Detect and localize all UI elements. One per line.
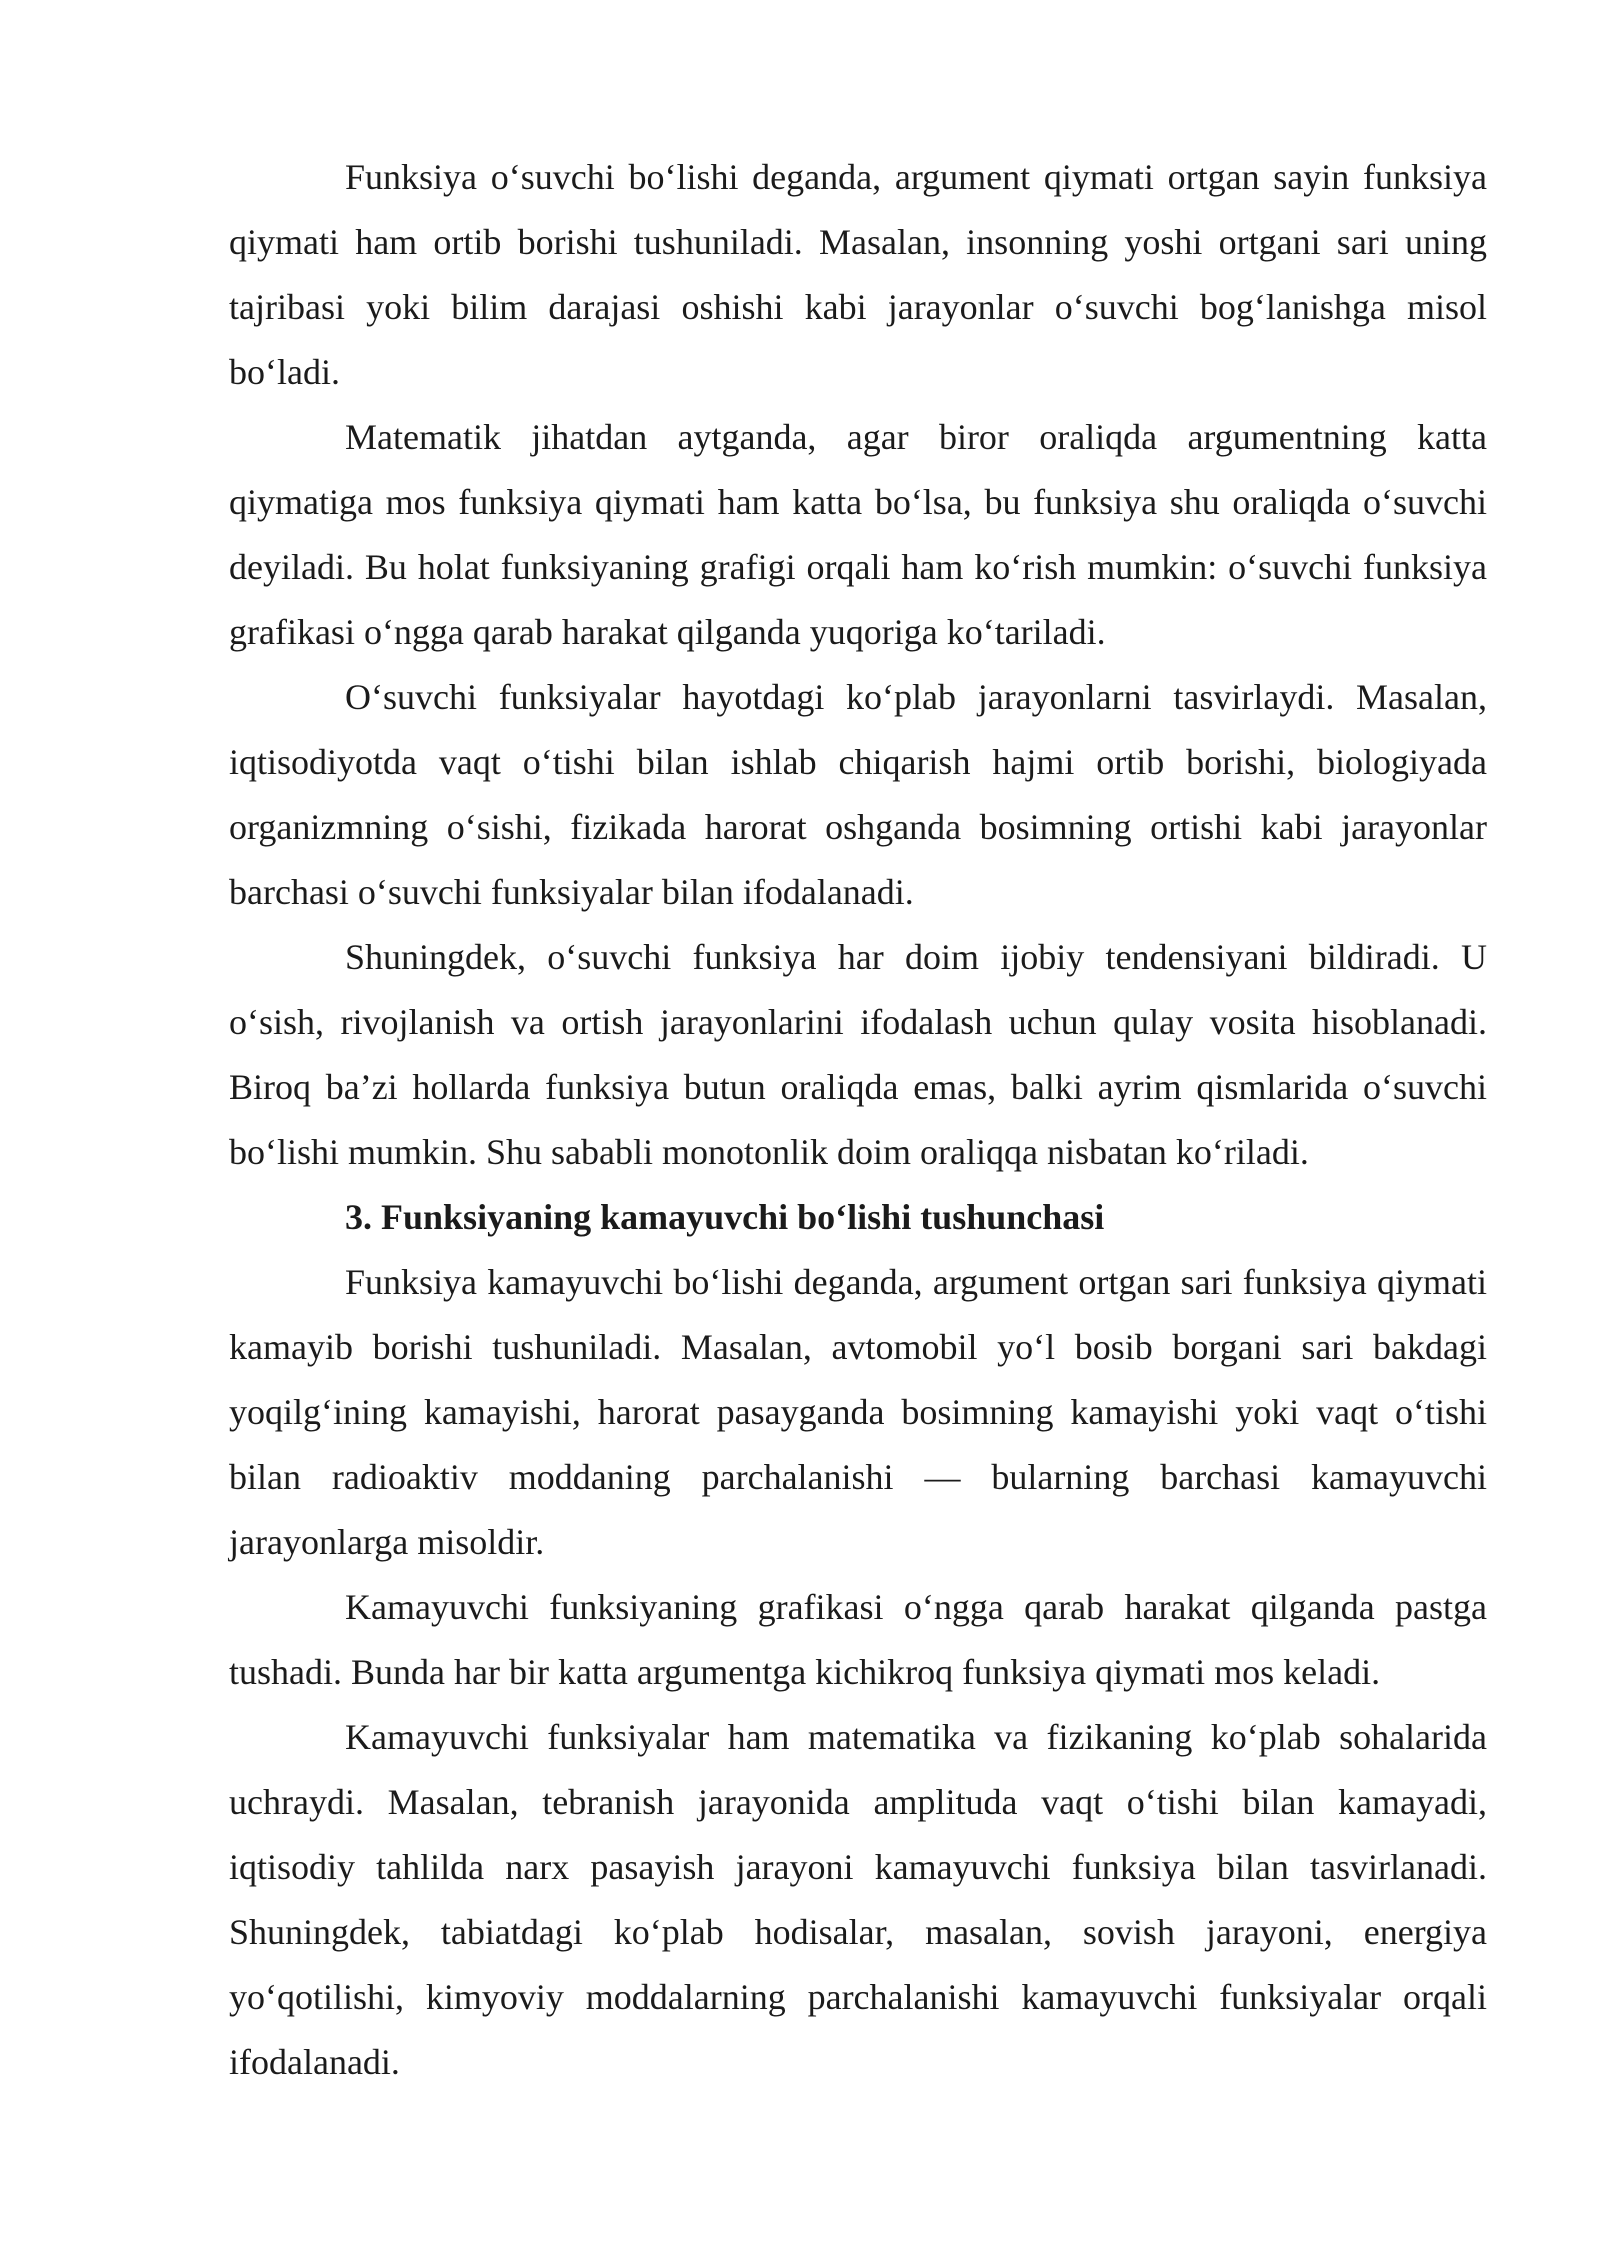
paragraph: Shuningdek, o‘suvchi funksiya har doim ijobiy tendensiyani bildiradi. U o‘sish, rivojlanish va ortish jarayonlarini ifodalash uchun qulay vosita hisoblanadi. Biroq ba’zi hollarda funksiya butun oraliqda emas, balki ayrim qismlarida o‘suvchi bo‘lishi mumkin. Shu sababli monotonlik doim oraliqqa nisbatan ko‘riladi. — [229, 937, 1487, 1172]
section-heading: 3. Funksiyaning kamayuvchi bo‘lishi tushunchasi — [345, 1197, 1105, 1237]
paragraph: Kamayuvchi funksiyalar ham matematika va fizikaning ko‘plab sohalarida uchraydi. Masalan, tebranish jarayonida amplituda vaqt o‘tishi bilan kamayadi, iqtisodiy tahlilda narx pasayish jarayoni kamayuvchi funksiya bilan tasvirlanadi. Shuningdek, tabiatdagi ko‘plab hodisalar, masalan, sovish jarayoni, energiya yo‘qotilishi, kimyoviy moddalarning parchalanishi kamayuvchi funksiyalar orqali ifodalanadi. — [229, 1717, 1487, 2082]
paragraph: Funksiya kamayuvchi bo‘lishi deganda, argument ortgan sari funksiya qiymati kamayib borishi tushuniladi. Masalan, avtomobil yo‘l bosib borgani sari bakdagi yoqilg‘ining kamayishi, harorat pasayganda bosimning kamayishi yoki vaqt o‘tishi bilan radioaktiv moddaning parchalanishi — bularning barchasi kamayuvchi jarayonlarga misoldir. — [229, 1262, 1487, 1562]
paragraph: O‘suvchi funksiyalar hayotdagi ko‘plab jarayonlarni tasvirlaydi. Masalan, iqtisodiyotda vaqt o‘tishi bilan ishlab chiqarish hajmi ortib borishi, biologiyada organizmning o‘sishi, fizikada harorat oshganda bosimning ortishi kabi jarayonlar barchasi o‘suvchi funksiyalar bilan ifodalanadi. — [229, 677, 1487, 912]
paragraph: Kamayuvchi funksiyaning grafikasi o‘ngga qarab harakat qilganda pastga tushadi. Bunda har bir katta argumentga kichikroq funksiya qiymati mos keladi. — [229, 1587, 1487, 1692]
paragraph: Funksiya o‘suvchi bo‘lishi deganda, argument qiymati ortgan sayin funksiya qiymati ham ortib borishi tushuniladi. Masalan, insonning yoshi ortgani sari uning tajribasi yoki bilim darajasi oshishi kabi jarayonlar o‘suvchi bog‘lanishga misol bo‘ladi. — [229, 157, 1487, 392]
paragraph: Matematik jihatdan aytganda, agar biror oraliqda argumentning katta qiymatiga mos funksiya qiymati ham katta bo‘lsa, bu funksiya shu oraliqda o‘suvchi deyiladi. Bu holat funksiyaning grafigi orqali ham ko‘rish mumkin: o‘suvchi funksiya grafikasi o‘ngga qarab harakat qilganda yuqoriga ko‘tariladi. — [229, 417, 1487, 652]
document-page — [229, 145, 1487, 2095]
